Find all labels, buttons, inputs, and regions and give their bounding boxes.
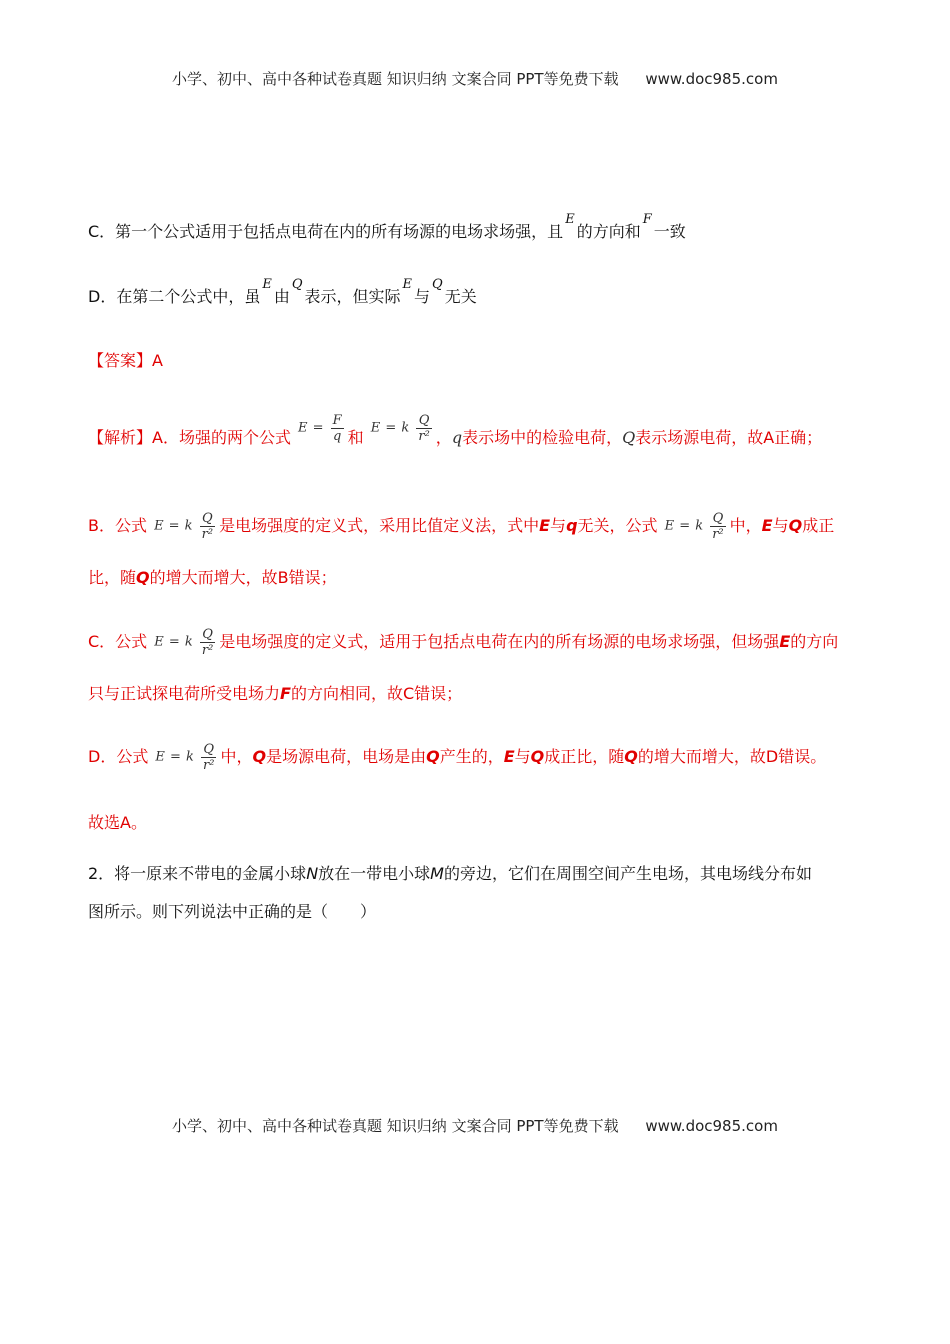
var-E: E	[503, 747, 515, 766]
analysis-b-text: 中，	[729, 516, 762, 535]
analysis-c-text: 只与正试探电荷所受电场力	[88, 684, 281, 703]
formula-e-kq-over-r2: E = k $\frac{Q}{\text{r²}}$	[154, 627, 214, 659]
analysis-d-text: 是场源电荷，电场是由	[266, 747, 427, 766]
option-c-text: 一致	[653, 222, 686, 241]
var-Q: Q	[624, 747, 638, 766]
answer-label: 【答案】A	[88, 351, 163, 370]
var-F: F	[280, 684, 291, 703]
conclusion-text: 故选A。	[88, 813, 147, 832]
option-c-text: 的方向和	[576, 222, 641, 241]
option-d-text: 与	[414, 287, 431, 306]
var-E: E	[262, 277, 272, 292]
page-header	[0, 68, 950, 89]
var-E: E	[402, 277, 413, 292]
analysis-b-text: 与	[772, 516, 789, 535]
analysis-d	[88, 737, 826, 778]
analysis-a-text: 和	[347, 428, 364, 447]
analysis-b-text: 比，随	[88, 568, 137, 587]
question-2-text: 的旁边，它们在周围空间产生电场，其电场线分布如	[443, 864, 812, 883]
analysis-c-text: C．公式	[88, 632, 148, 651]
option-d-text: 表示，但实际	[304, 287, 401, 306]
conclusion	[88, 812, 147, 834]
formula-e-kq-over-r2: E = k $\frac{Q}{\text{r²}}$	[370, 413, 430, 445]
question-2-text: 2．将一原来不带电的金属小球	[88, 864, 307, 883]
analysis-a	[88, 413, 823, 459]
var-Q: Q	[622, 428, 636, 447]
var-Q: Q	[136, 568, 150, 587]
var-Q: Q	[530, 747, 545, 766]
analysis-b-text: 是电场强度的定义式，采用比值定义法，式中	[219, 516, 540, 535]
analysis-c-text: 是电场强度的定义式，适用于包括点电荷在内的所有场源的电场求场强，但场强	[219, 632, 780, 651]
var-Q: Q	[426, 747, 440, 766]
analysis-b-line2	[88, 567, 337, 589]
var-q: q	[451, 428, 463, 447]
analysis-b-text: 与	[550, 516, 567, 535]
analysis-b-text: 成正	[802, 516, 835, 535]
analysis-c-line2	[88, 683, 462, 705]
analysis-d-text: D．公式	[88, 747, 149, 766]
analysis-d-text: 中，	[220, 747, 253, 766]
formula-e-kq-over-r2: E = k $\frac{Q}{\text{r²}}$	[154, 511, 214, 543]
analysis-d-text: 与	[514, 747, 531, 766]
footer-text: 小学、初中、高中各种试卷真题 知识归纳 文案合同 PPT等免费下载	[172, 1117, 619, 1135]
option-c-text: C．第一个公式适用于包括点电荷在内的所有场源的电场求场强，且	[88, 222, 564, 241]
analysis-d-text: 成正比，随	[544, 747, 625, 766]
var-F: F	[642, 212, 652, 227]
question-2-text: 放在一带电小球	[318, 864, 431, 883]
analysis-c-text: 的方向相同，故C错误；	[290, 684, 463, 703]
analysis-c	[88, 622, 838, 663]
footer-url[interactable]: www.doc985.com	[645, 1117, 778, 1135]
formula-e-kq-over-r2: E = k $\frac{Q}{\text{r²}}$	[664, 511, 724, 543]
var-E: E	[539, 516, 551, 535]
question-2-line2	[88, 901, 376, 923]
analysis-b-text: B．公式	[88, 516, 147, 535]
var-Q: Q	[788, 516, 803, 535]
option-d-text: 由	[273, 287, 290, 306]
option-d-text: D．在第二个公式中，虽	[88, 287, 261, 306]
var-E: E	[565, 212, 575, 227]
option-d	[88, 277, 477, 310]
analysis-a-text: 表示场源电荷，故A正确；	[635, 428, 823, 447]
analysis-c-text: 的方向	[790, 632, 839, 651]
var-E: E	[779, 632, 791, 651]
var-N: N	[306, 864, 319, 883]
var-Q: Q	[252, 747, 267, 766]
option-c	[88, 212, 686, 245]
answer	[88, 350, 163, 372]
formula-e-kq-over-r2: E = k $\frac{Q}{\text{r²}}$	[155, 742, 215, 774]
header-text: 小学、初中、高中各种试卷真题 知识归纳 文案合同 PPT等免费下载	[172, 70, 619, 88]
page-footer	[0, 1115, 950, 1136]
analysis-d-text: 的增大而增大，故D错误。	[637, 747, 827, 766]
question-2	[88, 863, 812, 885]
var-q: q	[566, 516, 578, 535]
formula-e-f-over-q: E = $\frac{F}{q}$	[298, 413, 342, 445]
var-E: E	[761, 516, 773, 535]
header-url[interactable]: www.doc985.com	[645, 70, 778, 88]
analysis-a-text: ，	[435, 428, 452, 447]
analysis-b	[88, 506, 834, 547]
analysis-b-text: 无关，公式	[577, 516, 658, 535]
question-2-text: 图所示。则下列说法中正确的是（ ）	[88, 902, 377, 921]
var-Q: Q	[432, 277, 443, 292]
analysis-b-text: 的增大而增大，故B错误；	[149, 568, 337, 587]
option-d-text: 无关	[444, 287, 477, 306]
analysis-d-text: 产生的，	[439, 747, 504, 766]
var-M: M	[430, 864, 444, 883]
analysis-a-text: 【解析】A．场强的两个公式	[88, 428, 291, 447]
analysis-a-text: 表示场中的检验电荷，	[462, 428, 623, 447]
var-Q: Q	[291, 277, 303, 292]
